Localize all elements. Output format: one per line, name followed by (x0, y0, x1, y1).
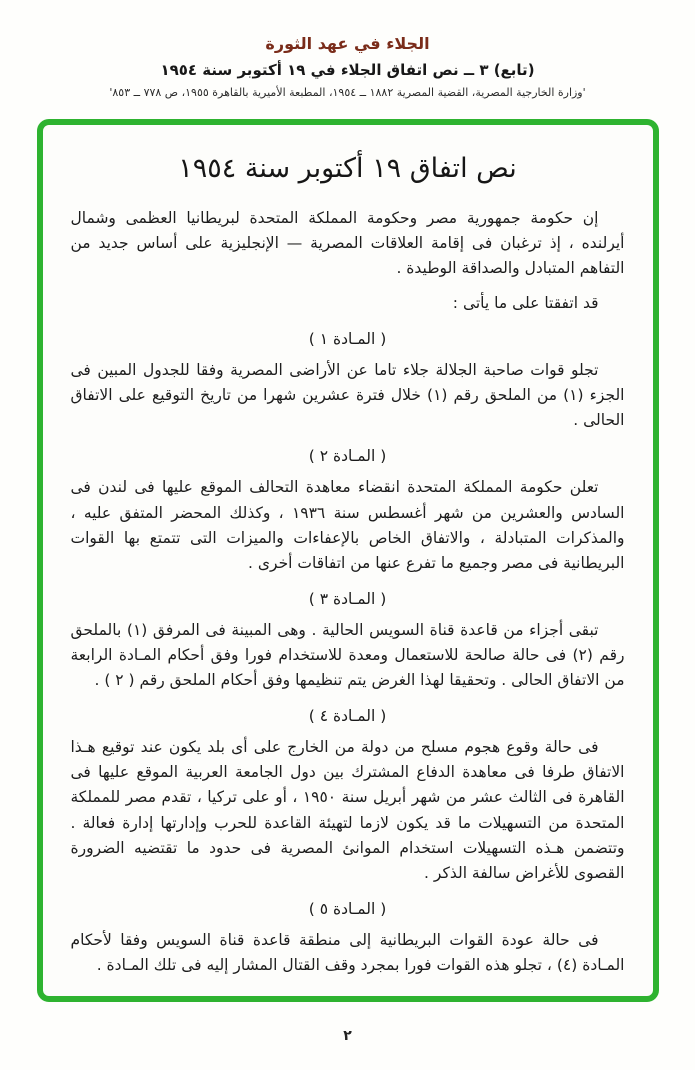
article-2 (71, 447, 625, 575)
article-body: فى حالة وقوع هجوم مسلح من دولة من الخارج على أى بلد يكون عند توقيع هـذا الاتفاق طرفا فى معاهدة الدفاع المشترك بين دول الجامعة العربية الموقع عليها فى القاهرة فى الثالث عشر من شهر أبريل سنة ١٩٥٠ ، أو على تركيا ، تقدم مصر للمملكة المتحدة من التسهيلات ما قد يكون لازما لتهيئة القاعدة للحرب وإدارتها إدارة فعالة . وتتضمن هـذه التسهيلات استخدام الموانئ المصرية فى حدود ما تقتضيه الضرورة القصوى للأغراض سالفة الذكر . (70, 738, 625, 882)
article-body: تعلن حكومة المملكة المتحدة انقضاء معاهدة التحالف الموقع عليها فى لندن فى السادس والعشرين من شهر أغسطس سنة ١٩٣٦ ، وكذلك المحضر المتفق عليه ، والمذكرات المتبادلة ، والاتفاق الخاص بالإعفاءات والميزات التى تتمتع بها القوات البريطانية فى مصر وجميع ما تفرع عنها من اتفاقات أخرى . (70, 478, 625, 572)
header-series-title: الجلاء في عهد الثورة (265, 34, 430, 53)
article-body: فى حالة عودة القوات البريطانية إلى منطقة قاعدة قناة السويس وفقا لأحكام المـادة (٤) ، تجلو هذه القوات فورا بمجرد وقف القتال المشار إليه فى تلك المـادة . (70, 930, 625, 974)
intro-paragraph: إن حكومة جمهورية مصر وحكومة المملكة المتحدة لبريطانيا العظمى وشمال أيرلنده ، إذ ترغبان فى إقامة العلاقات المصرية — الإنجليزية على أساس جديد من التفاهم المتبادل والصداقة الوطيدة . (70, 209, 625, 278)
article-heading: ( المـادة ١ ) (308, 330, 387, 349)
article-body: تبقى أجزاء من قاعدة قناة السويس الحالية . وهى المبينة فى المرفق (١) بالملحق رقم (٢) فى حالة صالحة للاستعمال ومعدة للاستخدام فورا وفق أحكام المـادة الرابعة من الاتفاق الحالى . وتحقيقا لهذا الغرض يتم تنظيمها وفق أحكام الملحق رقم ( ٢ ) . (70, 620, 625, 690)
document-title: نص اتفاق ١٩ أكتوبر سنة ١٩٥٤ (178, 153, 517, 184)
article-heading: ( المـادة ٢ ) (308, 447, 387, 466)
article-heading: ( المـادة ٤ ) (308, 707, 387, 726)
article-3 (71, 590, 625, 693)
article-heading: ( المـادة ٥ ) (308, 899, 387, 918)
agreement-clause: قد اتفقتا على ما يأتى : (452, 294, 599, 313)
header-source-citation: 'وزارة الخارجية المصرية، القضية المصرية ١٨٨٢ ــ ١٩٥٤، المطبعة الأميرية بالقاهرة ١٩٥٥، ص ٧٧٨ ــ ٨٥٣' (109, 86, 586, 99)
page-header (0, 0, 695, 99)
article-heading: ( المـادة ٣ ) (308, 589, 387, 608)
article-body: تجلو قوات صاحبة الجلالة جلاء تاما عن الأراضى المصرية وفقا للجدول المبين فى الجزء (١) من الملحق رقم (١) خلال فترة عشرين شهرا من تاريخ التوقيع على الاتفاق الحالى . (70, 361, 625, 430)
page-number: ٢ (343, 1028, 352, 1044)
article-1 (71, 330, 625, 433)
article-4 (71, 707, 625, 886)
article-5 (71, 900, 625, 978)
header-document-title: (تابع) ٣ ــ نص اتفاق الجلاء في ١٩ أكتوبر سنة ١٩٥٤ (160, 61, 535, 79)
document-frame (37, 119, 659, 1002)
